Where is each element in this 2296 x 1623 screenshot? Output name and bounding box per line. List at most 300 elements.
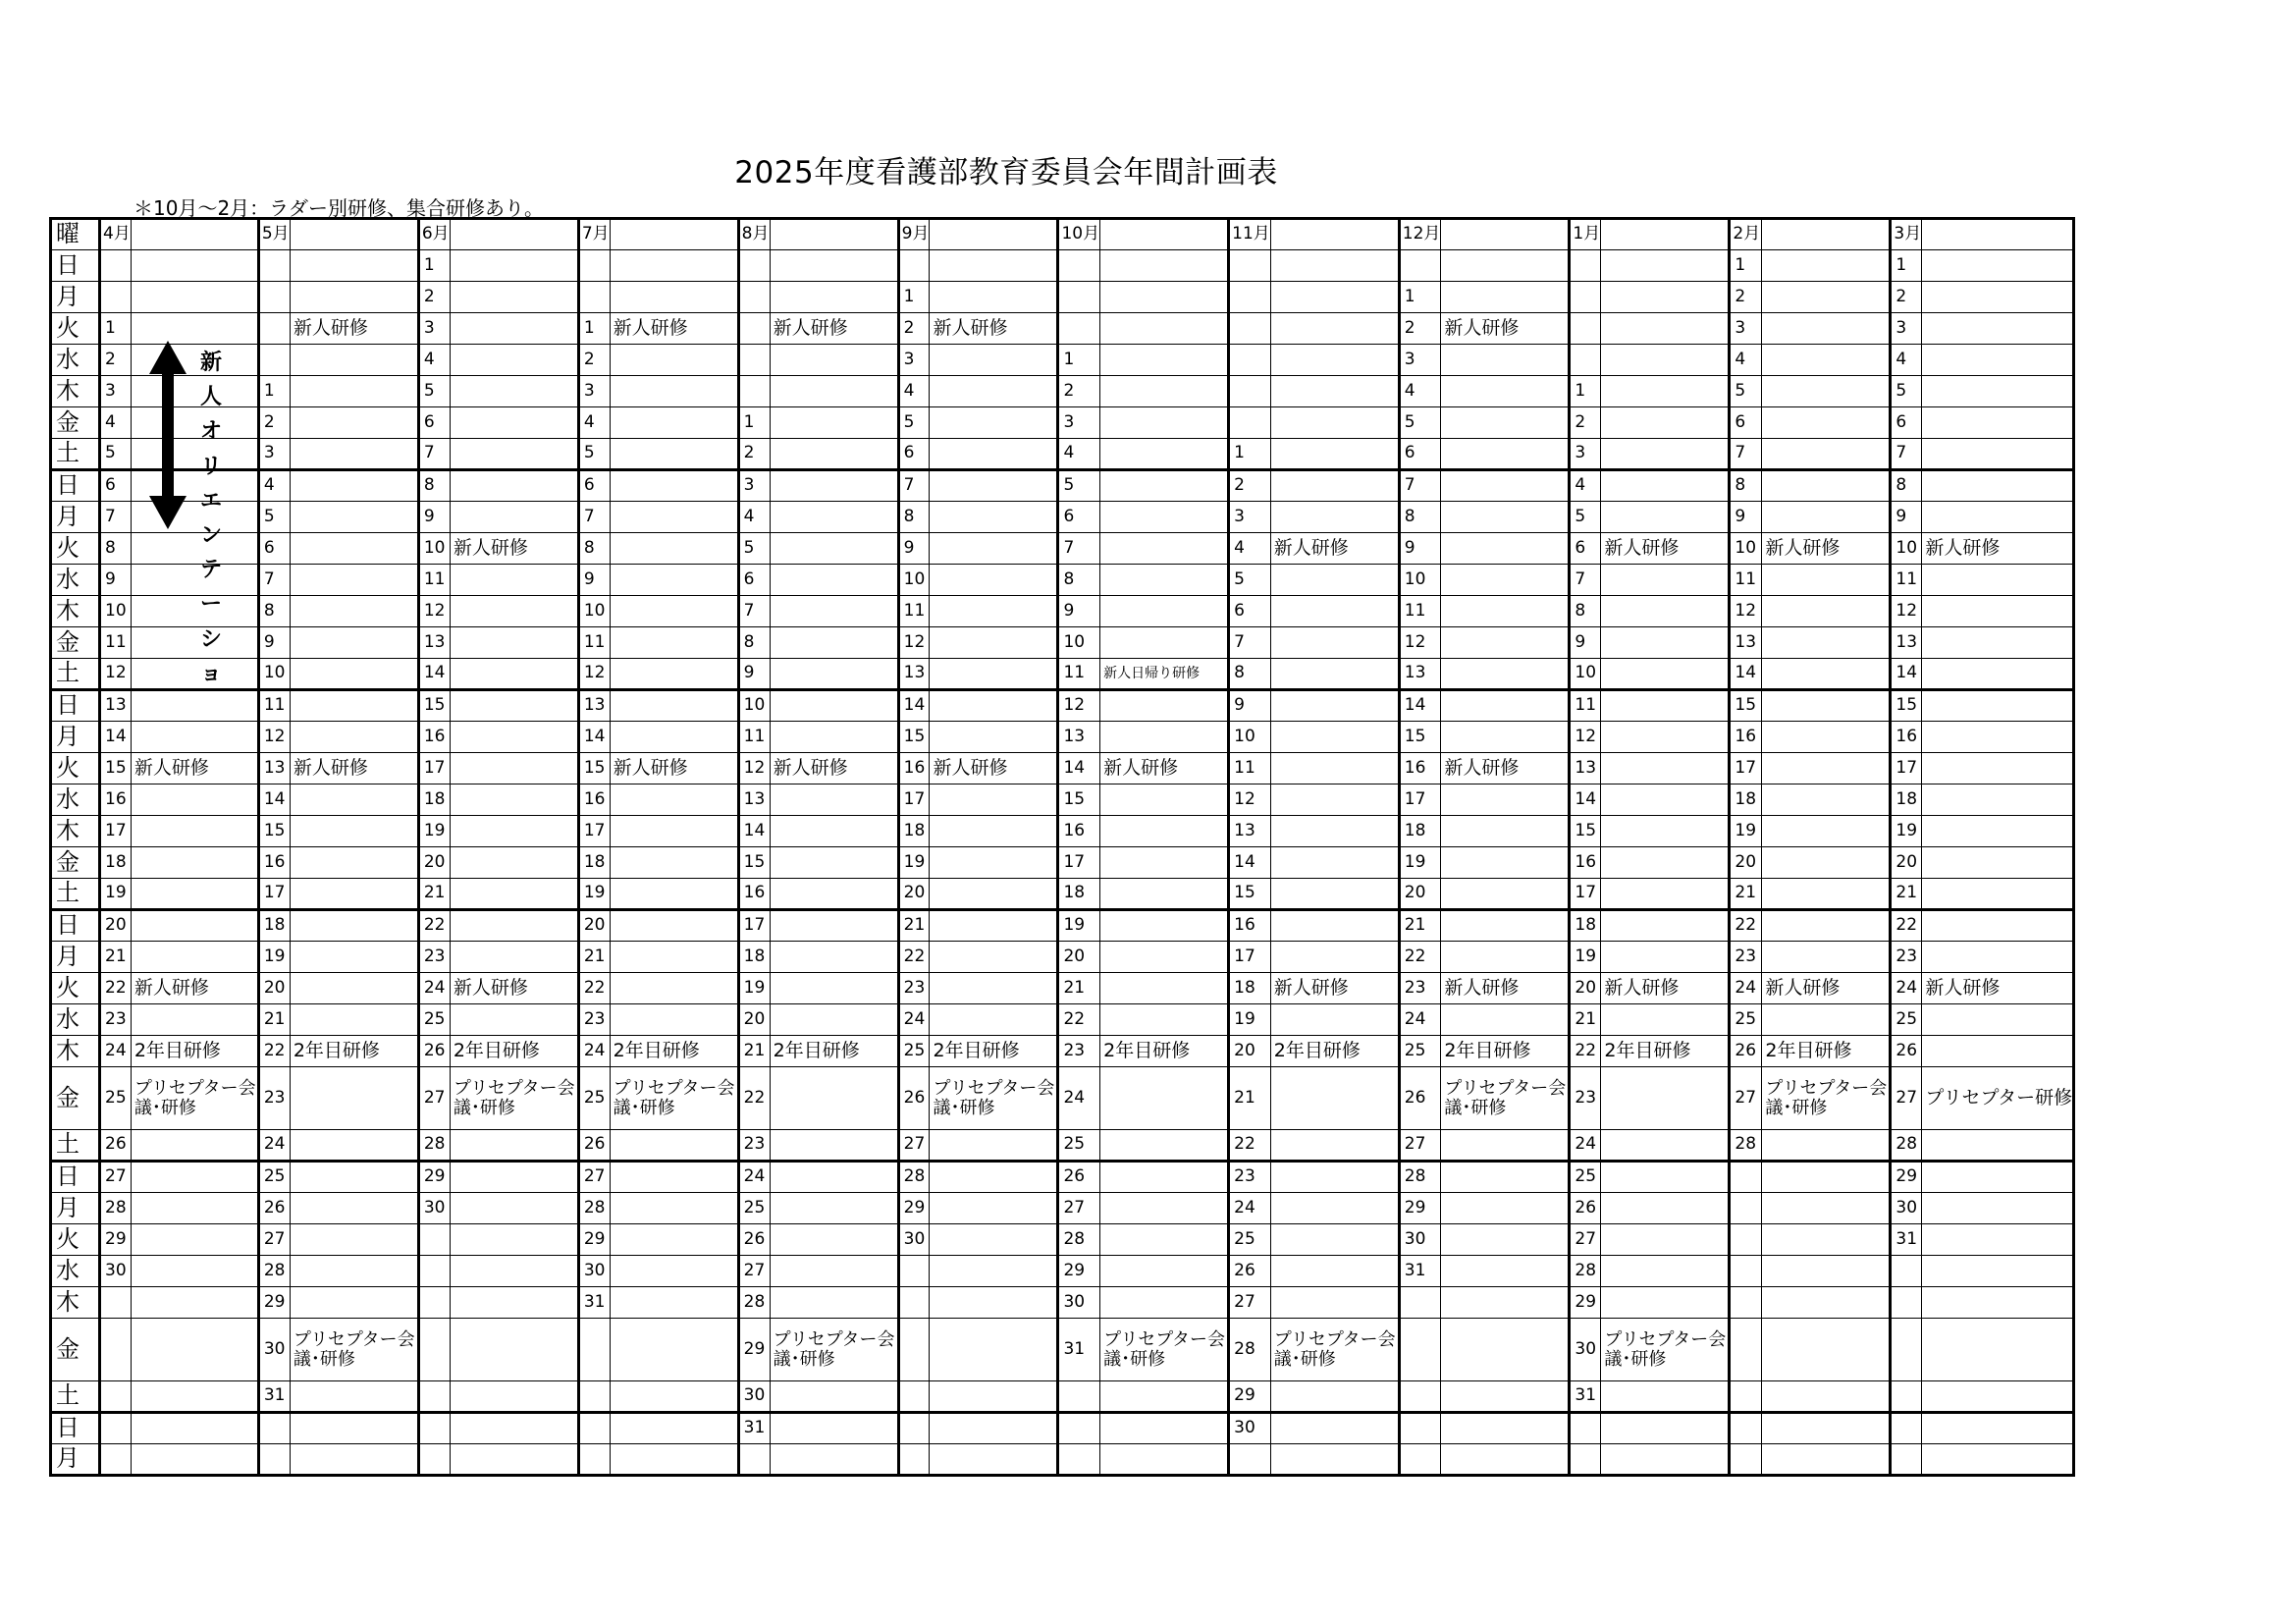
- event-cell: 2年目研修: [770, 1036, 898, 1067]
- day-number: [1891, 1413, 1922, 1444]
- event-cell: [1441, 1319, 1570, 1381]
- event-cell: [1100, 1381, 1229, 1413]
- event-cell: [610, 1162, 738, 1193]
- weekday-cell: 金: [51, 1067, 100, 1130]
- day-number: 9: [738, 659, 770, 690]
- day-number: [738, 250, 770, 282]
- day-number: [1570, 1444, 1601, 1476]
- event-cell: [1100, 407, 1229, 439]
- day-number: 26: [418, 1036, 450, 1067]
- day-number: 30: [898, 1224, 930, 1256]
- event-cell: [1100, 533, 1229, 565]
- event-cell: 新人研修: [131, 753, 258, 784]
- orientation-char: オ: [199, 419, 222, 445]
- event-cell: 新人研修: [1762, 533, 1891, 565]
- day-number: 6: [1058, 502, 1100, 533]
- day-number: 30: [1891, 1193, 1922, 1224]
- event-cell: [1100, 596, 1229, 627]
- day-number: 26: [1730, 1036, 1762, 1067]
- event-cell: [1601, 753, 1730, 784]
- event-cell: [1762, 1162, 1891, 1193]
- event-cell: [610, 1004, 738, 1036]
- event-cell: [290, 1256, 418, 1287]
- event-cell: [1762, 345, 1891, 376]
- orientation-char: ョ: [199, 661, 222, 686]
- event-cell: [1270, 1256, 1399, 1287]
- event-cell: [1922, 250, 2074, 282]
- day-number: 23: [258, 1067, 290, 1130]
- day-number: 16: [100, 784, 132, 816]
- day-number: 1: [738, 407, 770, 439]
- day-number: 5: [418, 376, 450, 407]
- event-cell: [1601, 659, 1730, 690]
- day-number: 20: [898, 879, 930, 910]
- day-number: 16: [1570, 847, 1601, 879]
- event-cell: [930, 439, 1058, 470]
- day-number: 23: [1229, 1162, 1271, 1193]
- table-row: [51, 1036, 2074, 1067]
- table-row: [51, 1381, 2074, 1413]
- table-row: [51, 565, 2074, 596]
- event-cell: [610, 439, 738, 470]
- day-number: 24: [100, 1036, 132, 1067]
- day-number: 20: [1570, 973, 1601, 1004]
- event-cell: [1100, 345, 1229, 376]
- month-header: 3月: [1891, 219, 1922, 250]
- day-number: 2: [258, 407, 290, 439]
- day-number: 3: [1229, 502, 1271, 533]
- event-cell: [1601, 502, 1730, 533]
- day-number: 15: [418, 690, 450, 722]
- event-cell: [450, 847, 578, 879]
- day-number: 25: [898, 1036, 930, 1067]
- event-cell: [450, 627, 578, 659]
- orientation-char: ン: [199, 522, 222, 548]
- day-number: [418, 1444, 450, 1476]
- event-cell: [290, 282, 418, 313]
- day-number: 3: [1058, 407, 1100, 439]
- day-number: [578, 1319, 610, 1381]
- event-cell: [1100, 1193, 1229, 1224]
- day-number: 4: [418, 345, 450, 376]
- event-cell: [1762, 250, 1891, 282]
- event-cell: [1441, 784, 1570, 816]
- event-cell: [1441, 690, 1570, 722]
- day-number: 13: [1229, 816, 1271, 847]
- day-number: 31: [1399, 1256, 1441, 1287]
- day-number: 25: [1058, 1130, 1100, 1162]
- day-number: [1058, 250, 1100, 282]
- day-number: 30: [1229, 1413, 1271, 1444]
- event-cell: [1100, 470, 1229, 502]
- event-cell: [1441, 659, 1570, 690]
- day-number: 20: [100, 910, 132, 942]
- event-cell: [930, 502, 1058, 533]
- event-cell: [1762, 627, 1891, 659]
- event-cell: [610, 1224, 738, 1256]
- event-cell: [1441, 439, 1570, 470]
- event-cell: プリセプター会議･研修: [1601, 1319, 1730, 1381]
- event-cell: 新人研修: [131, 973, 258, 1004]
- event-cell: [1100, 910, 1229, 942]
- event-cell: [930, 376, 1058, 407]
- event-cell: [1270, 565, 1399, 596]
- weekday-cell: 水: [51, 1256, 100, 1287]
- event-cell: [290, 250, 418, 282]
- weekday-cell: 日: [51, 910, 100, 942]
- event-cell: [1922, 690, 2074, 722]
- day-number: 15: [738, 847, 770, 879]
- day-number: 7: [258, 565, 290, 596]
- table-row: [51, 1130, 2074, 1162]
- event-cell: [290, 973, 418, 1004]
- event-cell: [1762, 565, 1891, 596]
- event-cell: [1922, 565, 2074, 596]
- day-number: 7: [578, 502, 610, 533]
- day-number: 21: [898, 910, 930, 942]
- day-number: 21: [738, 1036, 770, 1067]
- event-cell: [930, 1444, 1058, 1476]
- event-cell: [1922, 1004, 2074, 1036]
- day-number: 24: [898, 1004, 930, 1036]
- event-cell: [1441, 1193, 1570, 1224]
- day-number: 18: [1229, 973, 1271, 1004]
- event-cell: [450, 596, 578, 627]
- event-cell: [770, 1224, 898, 1256]
- day-number: 12: [1058, 690, 1100, 722]
- day-number: [1570, 250, 1601, 282]
- event-cell: [131, 1256, 258, 1287]
- day-number: 7: [898, 470, 930, 502]
- day-number: 18: [100, 847, 132, 879]
- day-number: [1730, 1413, 1762, 1444]
- day-number: 19: [1399, 847, 1441, 879]
- day-number: 4: [898, 376, 930, 407]
- day-number: [258, 282, 290, 313]
- day-number: 10: [1058, 627, 1100, 659]
- event-cell: [770, 282, 898, 313]
- day-number: 26: [258, 1193, 290, 1224]
- day-number: 7: [1229, 627, 1271, 659]
- event-cell: [1922, 1444, 2074, 1476]
- day-number: [1058, 1381, 1100, 1413]
- event-cell: [1270, 407, 1399, 439]
- day-number: 28: [418, 1130, 450, 1162]
- day-number: 3: [1570, 439, 1601, 470]
- event-cell: [610, 1381, 738, 1413]
- document-title: 2025年度看護部教育委員会年間計画表: [734, 155, 1278, 190]
- day-number: 22: [898, 942, 930, 973]
- orientation-char: シ: [199, 626, 222, 652]
- day-number: 13: [418, 627, 450, 659]
- event-cell: [770, 1413, 898, 1444]
- day-number: 5: [738, 533, 770, 565]
- table-row: [51, 1162, 2074, 1193]
- day-number: 30: [100, 1256, 132, 1287]
- event-cell: [770, 1067, 898, 1130]
- day-number: 24: [1730, 973, 1762, 1004]
- event-cell: [1601, 1130, 1730, 1162]
- day-number: 11: [898, 596, 930, 627]
- event-cell: [770, 1381, 898, 1413]
- day-number: 23: [898, 973, 930, 1004]
- day-number: [1058, 313, 1100, 345]
- weekday-cell: 水: [51, 1004, 100, 1036]
- event-cell: [290, 1004, 418, 1036]
- day-number: 10: [578, 596, 610, 627]
- day-number: [100, 1444, 132, 1476]
- event-cell: [1270, 502, 1399, 533]
- event-cell: [1922, 1287, 2074, 1319]
- event-cell: [1270, 942, 1399, 973]
- weekday-cell: 月: [51, 1444, 100, 1476]
- month-header-blank: [131, 219, 258, 250]
- table-row: [51, 1067, 2074, 1130]
- day-number: 22: [100, 973, 132, 1004]
- day-number: 16: [418, 722, 450, 753]
- day-number: [100, 282, 132, 313]
- day-number: 28: [1730, 1130, 1762, 1162]
- event-cell: [1762, 879, 1891, 910]
- event-cell: [450, 439, 578, 470]
- month-header: 2月: [1730, 219, 1762, 250]
- event-cell: [450, 816, 578, 847]
- day-number: 25: [738, 1193, 770, 1224]
- event-cell: [610, 596, 738, 627]
- day-number: 6: [258, 533, 290, 565]
- event-cell: 新人研修: [930, 753, 1058, 784]
- event-cell: [450, 753, 578, 784]
- event-cell: [1922, 659, 2074, 690]
- event-cell: [770, 250, 898, 282]
- day-number: 12: [1570, 722, 1601, 753]
- event-cell: [1270, 784, 1399, 816]
- table-row: [51, 1413, 2074, 1444]
- day-number: 29: [738, 1319, 770, 1381]
- day-number: 25: [1730, 1004, 1762, 1036]
- day-number: 21: [1570, 1004, 1601, 1036]
- event-cell: [930, 627, 1058, 659]
- event-cell: [770, 439, 898, 470]
- table-row: [51, 879, 2074, 910]
- month-header: 5月: [258, 219, 290, 250]
- day-number: 26: [898, 1067, 930, 1130]
- event-cell: [1762, 784, 1891, 816]
- weekday-cell: 火: [51, 533, 100, 565]
- event-cell: [1762, 1413, 1891, 1444]
- day-number: 16: [1891, 722, 1922, 753]
- table-row: [51, 1444, 2074, 1476]
- day-number: 12: [418, 596, 450, 627]
- day-number: [418, 1256, 450, 1287]
- day-number: 7: [1570, 565, 1601, 596]
- event-cell: [1441, 1256, 1570, 1287]
- event-cell: [290, 1130, 418, 1162]
- event-cell: [610, 502, 738, 533]
- weekday-cell: 月: [51, 282, 100, 313]
- day-number: [1399, 1413, 1441, 1444]
- day-number: 16: [1229, 910, 1271, 942]
- event-cell: [1922, 879, 2074, 910]
- day-number: [258, 1444, 290, 1476]
- day-number: 22: [1229, 1130, 1271, 1162]
- day-number: 17: [1730, 753, 1762, 784]
- event-cell: [1601, 376, 1730, 407]
- day-number: 9: [1058, 596, 1100, 627]
- day-number: 19: [1058, 910, 1100, 942]
- day-number: 19: [1570, 942, 1601, 973]
- event-cell: [1762, 722, 1891, 753]
- event-cell: [1922, 910, 2074, 942]
- table-row: [51, 439, 2074, 470]
- event-cell: [1601, 470, 1730, 502]
- day-number: 29: [1399, 1193, 1441, 1224]
- event-cell: [1270, 1444, 1399, 1476]
- day-number: [898, 1444, 930, 1476]
- day-number: 1: [1058, 345, 1100, 376]
- weekday-cell: 日: [51, 690, 100, 722]
- event-cell: [930, 1381, 1058, 1413]
- event-cell: [1922, 313, 2074, 345]
- event-cell: [1762, 1224, 1891, 1256]
- day-number: [1229, 282, 1271, 313]
- day-number: 13: [1730, 627, 1762, 659]
- day-number: [258, 313, 290, 345]
- event-cell: [1762, 816, 1891, 847]
- day-number: 19: [578, 879, 610, 910]
- event-cell: [1762, 470, 1891, 502]
- day-number: 13: [258, 753, 290, 784]
- event-cell: 2年目研修: [1441, 1036, 1570, 1067]
- event-cell: [1270, 627, 1399, 659]
- event-cell: [1441, 470, 1570, 502]
- day-number: 19: [1730, 816, 1762, 847]
- day-number: 12: [100, 659, 132, 690]
- day-number: 24: [1399, 1004, 1441, 1036]
- day-number: [1229, 345, 1271, 376]
- event-cell: [1441, 282, 1570, 313]
- day-number: 25: [418, 1004, 450, 1036]
- event-cell: [1270, 1381, 1399, 1413]
- event-cell: [1270, 1413, 1399, 1444]
- event-cell: [1922, 722, 2074, 753]
- event-cell: 新人研修: [610, 753, 738, 784]
- event-cell: プリセプター会議･研修: [770, 1319, 898, 1381]
- event-cell: 2年目研修: [450, 1036, 578, 1067]
- event-cell: [610, 470, 738, 502]
- day-number: 18: [1399, 816, 1441, 847]
- day-number: 24: [1570, 1130, 1601, 1162]
- day-number: 10: [1570, 659, 1601, 690]
- event-cell: 新人研修: [1441, 313, 1570, 345]
- event-cell: [1441, 847, 1570, 879]
- event-cell: [1270, 439, 1399, 470]
- day-number: 5: [1730, 376, 1762, 407]
- day-number: 15: [1570, 816, 1601, 847]
- day-number: 28: [738, 1287, 770, 1319]
- event-cell: [610, 816, 738, 847]
- day-number: 10: [1891, 533, 1922, 565]
- event-cell: 新人研修: [930, 313, 1058, 345]
- day-number: 6: [1399, 439, 1441, 470]
- day-number: 16: [1399, 753, 1441, 784]
- event-cell: [930, 282, 1058, 313]
- event-cell: [610, 1193, 738, 1224]
- event-cell: [450, 1130, 578, 1162]
- event-cell: [770, 1287, 898, 1319]
- event-cell: [131, 659, 258, 690]
- event-cell: [290, 1413, 418, 1444]
- event-cell: [1441, 1130, 1570, 1162]
- event-cell: [1441, 250, 1570, 282]
- day-number: 2: [578, 345, 610, 376]
- weekday-cell: 金: [51, 627, 100, 659]
- table-row: [51, 596, 2074, 627]
- event-cell: [1441, 942, 1570, 973]
- event-cell: [610, 376, 738, 407]
- event-cell: [1922, 502, 2074, 533]
- day-number: 26: [738, 1224, 770, 1256]
- day-number: [1570, 313, 1601, 345]
- weekday-cell: 木: [51, 376, 100, 407]
- event-cell: [610, 910, 738, 942]
- month-header: 6月: [418, 219, 450, 250]
- day-number: 31: [1891, 1224, 1922, 1256]
- day-number: [1570, 345, 1601, 376]
- month-header-blank: [930, 219, 1058, 250]
- weekday-cell: 土: [51, 659, 100, 690]
- event-cell: 2年目研修: [290, 1036, 418, 1067]
- day-number: 24: [1229, 1193, 1271, 1224]
- day-number: 13: [1399, 659, 1441, 690]
- day-number: 17: [100, 816, 132, 847]
- event-cell: [610, 345, 738, 376]
- event-cell: [930, 407, 1058, 439]
- event-cell: [450, 1413, 578, 1444]
- event-cell: 新人研修: [1762, 973, 1891, 1004]
- event-cell: [1762, 1004, 1891, 1036]
- day-number: 28: [898, 1162, 930, 1193]
- event-cell: [1100, 1413, 1229, 1444]
- weekday-cell: 月: [51, 1193, 100, 1224]
- day-number: 31: [578, 1287, 610, 1319]
- event-cell: [131, 1162, 258, 1193]
- day-number: 27: [738, 1256, 770, 1287]
- table-row: [51, 1193, 2074, 1224]
- day-number: 12: [898, 627, 930, 659]
- event-cell: [131, 690, 258, 722]
- day-number: 26: [1229, 1256, 1271, 1287]
- day-number: 10: [898, 565, 930, 596]
- event-cell: [1601, 910, 1730, 942]
- event-cell: [610, 407, 738, 439]
- event-cell: [930, 879, 1058, 910]
- day-number: [738, 313, 770, 345]
- day-number: 31: [258, 1381, 290, 1413]
- event-cell: [1922, 1036, 2074, 1067]
- table-row: [51, 502, 2074, 533]
- month-header-blank: [1922, 219, 2074, 250]
- event-cell: [610, 1413, 738, 1444]
- day-number: 1: [100, 313, 132, 345]
- weekday-cell: 月: [51, 502, 100, 533]
- event-cell: [1601, 1381, 1730, 1413]
- event-cell: [1270, 690, 1399, 722]
- event-cell: [1270, 910, 1399, 942]
- day-number: 27: [1399, 1130, 1441, 1162]
- event-cell: [290, 1381, 418, 1413]
- event-cell: [290, 345, 418, 376]
